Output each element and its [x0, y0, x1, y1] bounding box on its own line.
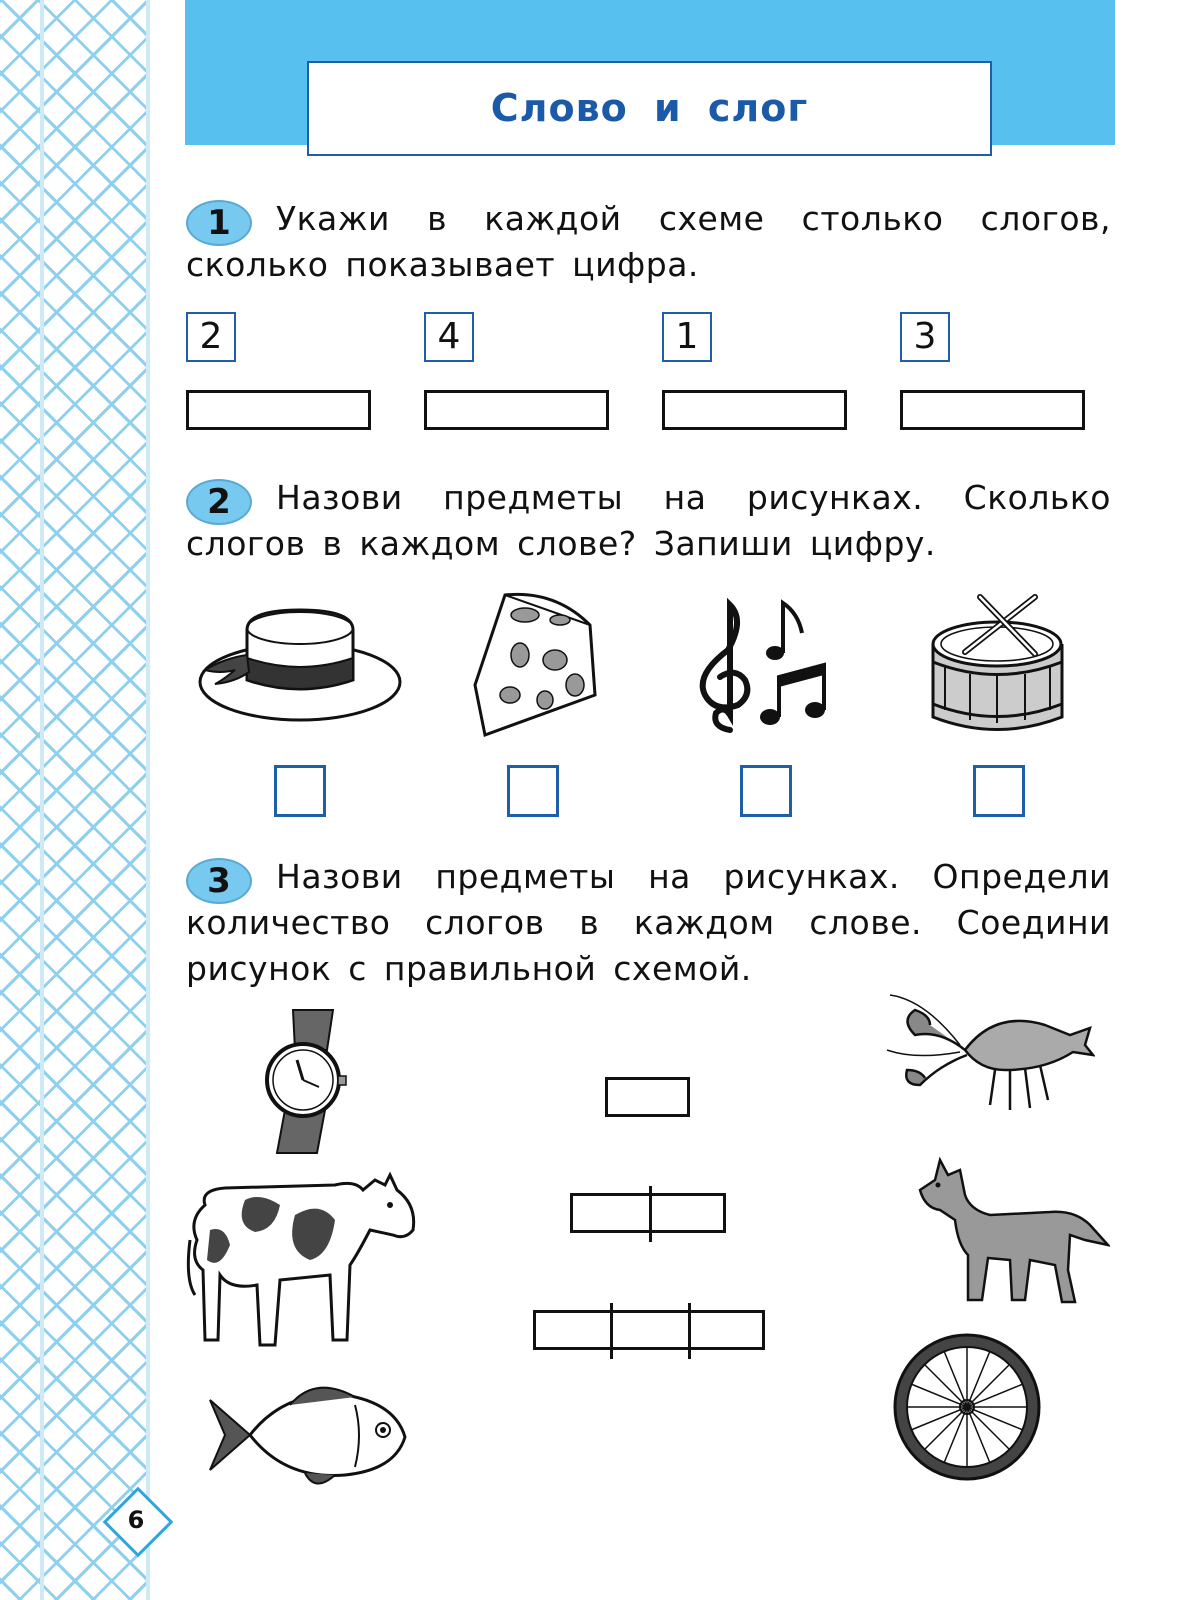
- scheme-rect-4[interactable]: [900, 390, 1085, 430]
- scheme-rect-2[interactable]: [424, 390, 609, 430]
- digit-box-1: 2: [186, 312, 236, 362]
- task-1-badge: 1: [186, 200, 252, 246]
- ornament-edge-left: [40, 0, 44, 1600]
- answer-box-4[interactable]: [973, 765, 1025, 817]
- digit-box-4: 3: [900, 312, 950, 362]
- task-2-text: Назови предметы на рисунках. Сколько слогов в каждом слове? Запиши цифру.: [186, 478, 1111, 563]
- task-2-badge: 2: [186, 479, 252, 525]
- syllable-scheme-3[interactable]: [533, 1310, 765, 1350]
- wolf-icon: [910, 1140, 1110, 1310]
- task-3-badge: 3: [186, 858, 252, 904]
- answer-box-2[interactable]: [507, 765, 559, 817]
- watch-icon: [255, 1005, 355, 1155]
- answer-box-1[interactable]: [274, 765, 326, 817]
- task-1-text: Укажи в каждой схеме столько слогов, сколько показывает цифра.: [186, 199, 1111, 284]
- cheese-icon: [465, 585, 605, 745]
- wheel-icon: [890, 1330, 1045, 1485]
- crayfish-icon: [885, 990, 1095, 1120]
- music-notes-icon: [690, 595, 840, 735]
- syllable-divider: [649, 1186, 652, 1242]
- answer-box-3[interactable]: [740, 765, 792, 817]
- page-title: Слово и слог: [307, 61, 992, 156]
- syllable-divider: [688, 1303, 691, 1359]
- ornament-border: [0, 0, 150, 1600]
- digit-box-2: 4: [424, 312, 474, 362]
- syllable-divider: [610, 1303, 613, 1359]
- syllable-scheme-1[interactable]: [605, 1077, 690, 1117]
- drum-icon: [925, 592, 1070, 742]
- fish-icon: [205, 1375, 415, 1495]
- digit-box-3: 1: [662, 312, 712, 362]
- cow-icon: [185, 1160, 420, 1360]
- task-3-text: Назови предметы на рисунках. Определи количество слогов в каждом слове. Соедини рисунок с правильной схемой.: [186, 857, 1111, 988]
- page-number: 6: [127, 1506, 145, 1534]
- page-number-badge: [104, 1488, 168, 1552]
- ornament-edge-right: [146, 0, 150, 1600]
- scheme-rect-1[interactable]: [186, 390, 371, 430]
- hat-icon: [195, 600, 405, 730]
- scheme-rect-3[interactable]: [662, 390, 847, 430]
- syllable-scheme-2[interactable]: [570, 1193, 726, 1233]
